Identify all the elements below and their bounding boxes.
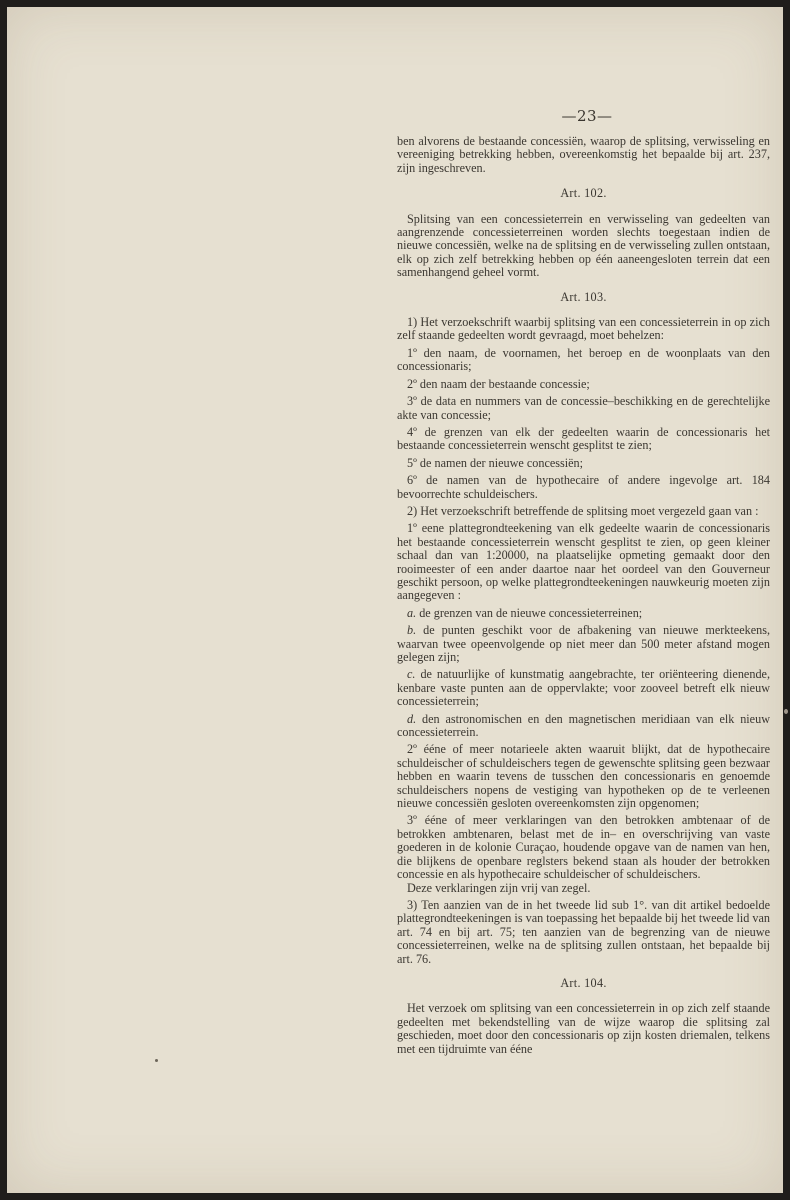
page-number: —23— (561, 107, 613, 125)
list-item: 1º eene plattegrondteekening van elk gedeelte waarin de concessionaris het bestaande concessieterrein wenscht gesplitst te zien, op geen kleiner schaal dan van 1:20000, na plaatselijke opmeting gemaakt door den rooimeester of een ander daartoe naar het oordeel van den Gouverneur geschikt persoon, op welke plattegrondteekeningen nauwkeurig moeten zijn aangegeven : (397, 521, 770, 603)
article-103-lid-3: 3) Ten aanzien van de in het tweede lid sub 1°. van dit artikel bedoelde plattegrondteekeningen is van toepassing het bepaalde bij het tweede lid van art. 74 en bij art. 75; ten aanzien van de begrenzing van de nieuwe concessieterreinen, welke na de splitsing zullen ontstaan, het bepaalde bij art. 76. (397, 897, 770, 966)
sub-item-a (397, 607, 770, 620)
sub-item-b (397, 624, 770, 664)
sub-item-text: de natuurlijke of kunstmatig aangebrachte, ter oriënteering dienende, kenbare vaste punten aan de oppervlakte; voor zooveel betreft elk nieuw concessieterrein; (397, 667, 770, 709)
sub-item-text: de grenzen van de nieuwe concessieterreinen; (416, 605, 643, 620)
sub-item-label: c. (407, 667, 416, 682)
article-103-lid-2: 2) Het verzoekschrift betreffende de splitsing moet vergezeld gaan van : (407, 503, 759, 518)
list-item: 4º de grenzen van elk der gedeelten waarin de concessionaris het bestaande concessieterrein wenscht gesplitst te zien; (397, 424, 770, 453)
article-102-text: Splitsing van een concessieterrein en verwisseling van gedeelten van aangrenzende concessieterreinen worden slechts toegestaan indien de nieuwe concessiën, welke na de splitsing en de verwisseling zullen ontstaan, elk op zich zelf betrekking hebben op één aaneengesloten terrein dat een samenhangend geheel vormt. (397, 211, 770, 280)
sub-item-c (397, 668, 770, 708)
list-item: 5º de namen der nieuwe concessiën; (407, 455, 584, 470)
list-item: 1º den naam, de voornamen, het beroep en de woonplaats van den concessionaris; (397, 345, 770, 374)
sub-item-text: den astronomischen en den magnetischen meridiaan van elk nieuw concessieterrein. (397, 711, 770, 740)
sub-item-label: d. (407, 711, 417, 726)
list-item: 2º éénе of meer notarieele akten waaruit blijkt, dat de hypothecaire schuldeischer of schuldeischers tegen de gewenschte splitsing geen bezwaar hebben en waarin tevens de tusschen den concessionaris en genoemde schuldeischers nopens de vestiging van hypotheken op de te verleenen nieuwe concessiën gesloten overeenkomsten zijn opgenomen; (397, 742, 770, 811)
article-heading-102: Art. 102. (560, 186, 607, 201)
article-104-text: Het verzoek om splitsing van een concessieterrein in op zich zelf staande gedeelten met bekendstelling van de wijze waarop die splitsing zal geschieden, moet door den concessionaris op zijn kosten driemalen, telkens met een tijdruimte van éénе (397, 1001, 770, 1056)
continued-paragraph: ben alvorens de bestaande concessiën, waarop de splitsing, verwisseling en vereeniging betrekking hebben, overeenkomstig het bepaalde bij art. 237, zijn ingeschreven. (397, 134, 770, 175)
article-heading-103: Art. 103. (560, 289, 607, 304)
list-item: 2º den naam der bestaande concessie; (407, 376, 590, 391)
sub-item-d (397, 713, 770, 740)
article-103-lid-1: 1) Het verzoekschrift waarbij splitsing van een concessieterrein in op zich zelf staande gedeelten wordt gevraagd, moet behelzen: (397, 315, 770, 343)
list-item: 3º éénе of meer verklaringen van den betrokken ambtenaar of de betrokken ambtenaren, belast met de in– en overschrijving van vaste goederen in de kolonie Curaçao, houdende opgave van de namen van hen, die blijkens de openbare reglsters bekend staan als houder der betrokken concessie en als hypothecaire schuldeischer of schuldeischers. (397, 813, 770, 882)
note-line: Deze verklaringen zijn vrij van zegel. (407, 880, 591, 895)
list-item: 3º de data en nummers van de concessie–beschikking en de gerechtelijke akte van concessie; (397, 394, 770, 422)
text-column (397, 135, 770, 1060)
article-heading-104: Art. 104. (560, 975, 607, 990)
scanned-page (7, 7, 783, 1193)
sub-item-label: a. (407, 605, 417, 620)
list-item: 6º de namen van de hypothecaire of andere ingevolge art. 184 bevoorrechte schuldeischers. (397, 473, 770, 501)
scan-speck (784, 709, 788, 714)
sub-item-label: b. (407, 623, 417, 638)
scan-speck (155, 1059, 158, 1062)
sub-item-text: de punten geschikt voor de afbakening van nieuwe merkteekens, waarvan twee opeenvolgende op niet meer dan 500 meter afstand mogen gelegen zijn; (397, 623, 770, 664)
